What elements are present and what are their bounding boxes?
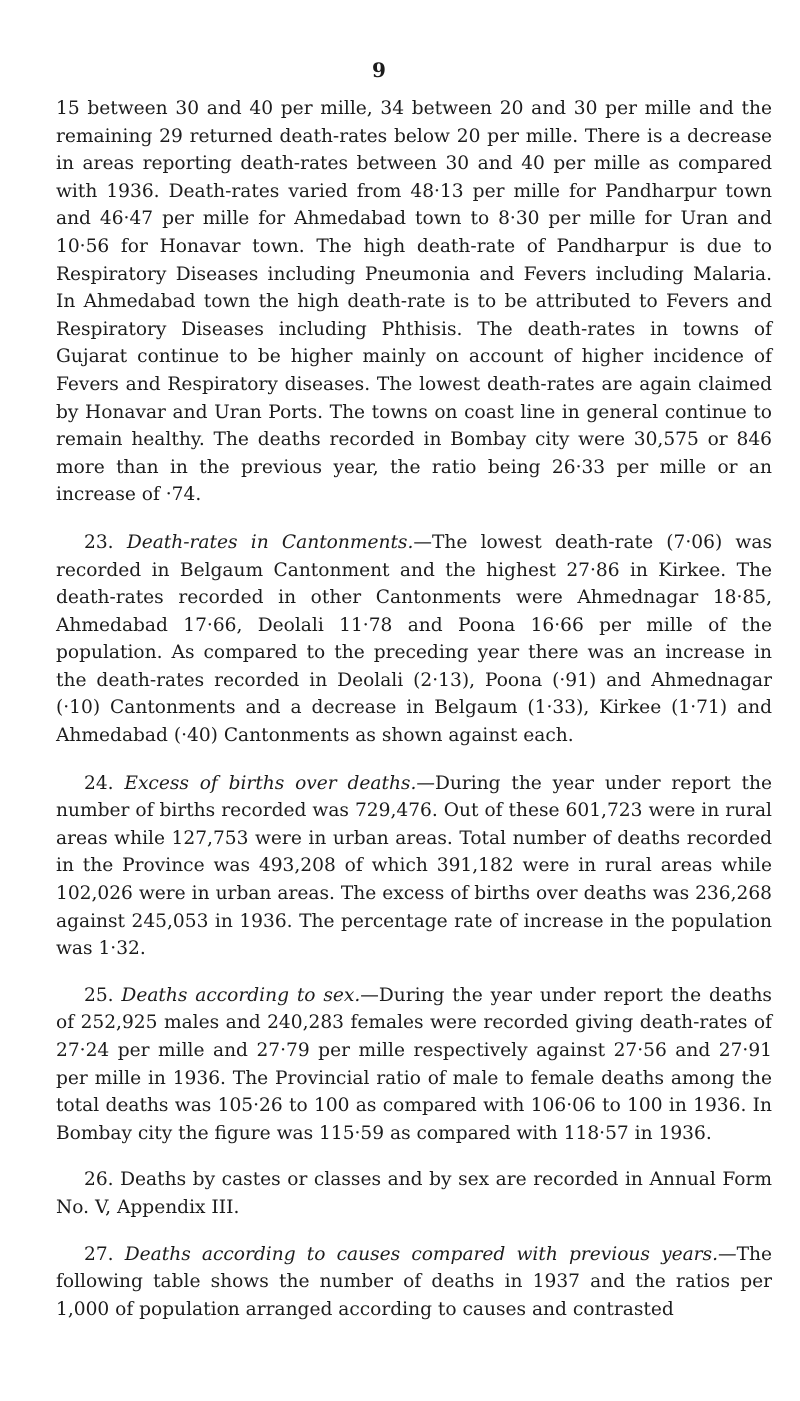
paragraph-27-number: 27. — [84, 1243, 114, 1265]
paragraph-23-text: —The lowest death-rate (7·06) was recorded in Belgaum Cantonment and the highest 27·86 in Kirkee. The death-rates recorded in other Cantonments were Ahmednagar 18·85, Ahmedabad 17·66, Deolali 11·78 and Poona 16·66 per mille of the population. As compared to the preceding year there was an increase in the death-rates recorded in Deolali (2·13), Poona (·91) and Ahmednagar (·10) Cantonments and a decrease in Belgaum (1·33), Kirkee (1·71) and Ahmedabad (·40) Cantonments as shown against each. — [56, 531, 772, 747]
paragraph-26 — [56, 1166, 772, 1221]
paragraph-24-number: 24. — [84, 772, 114, 794]
page-body — [56, 95, 772, 1323]
page-number: 9 — [372, 58, 386, 82]
paragraph-24-heading: Excess of births over deaths. — [124, 772, 417, 794]
paragraph-22-text: 15 between 30 and 40 per mille, 34 between 20 and 30 per mille and the remaining 29 returned death-rates below 20 per mille. There is a decrease in areas reporting death-rates between 30 and 40 per mille as compared with 1936. Death-rates varied from 48·13 per mille for Pandharpur town and 46·47 per mille for Ahmedabad town to 8·30 per mille for Uran and 10·56 for Honavar town. The high death-rate of Pandharpur is due to Respiratory Diseases including Pneumonia and Fevers including Malaria. In Ahmedabad town the high death-rate is to be attributed to Fevers and Respiratory Diseases including Phthisis. The death-rates in towns of Gujarat continue to be higher mainly on account of higher incidence of Fevers and Respiratory diseases. The lowest death-rates are again claimed by Honavar and Uran Ports. The towns on coast line in general continue to remain healthy. The deaths recorded in Bombay city were 30,575 or 846 more than in the previous year, the ratio being 26·33 per mille or an increase of ·74. — [56, 98, 772, 506]
paragraph-24 — [56, 770, 772, 963]
paragraph-23-number: 23. — [84, 531, 114, 553]
paragraph-22-continuation — [56, 95, 772, 509]
paragraph-27 — [56, 1241, 772, 1324]
paragraph-23-heading: Death-rates in Cantonments. — [126, 531, 414, 553]
paragraph-25-number: 25. — [84, 984, 114, 1006]
paragraph-25-text: —During the year under report the deaths of 252,925 males and 240,283 females were recorded giving death-rates of 27·24 per mille and 27·79 per mille respectively against 27·56 and 27·91 per mille in 1936. The Provincial ratio of male to female deaths among the total deaths was 105·26 to 100 as compared with 106·06 to 100 in 1936. In Bombay city the figure was 115·59 as compared with 118·57 in 1936. — [56, 984, 772, 1144]
paragraph-24-text: —During the year under report the number of births recorded was 729,476. Out of these 601,723 were in rural areas while 127,753 were in urban areas. Total number of deaths recorded in the Province was 493,208 of which 391,182 were in rural areas while 102,026 were in urban areas. The excess of births over deaths was 236,268 against 245,053 in 1936. The percentage rate of increase in the population was 1·32. — [56, 772, 772, 960]
paragraph-27-heading: Deaths according to causes compared with previous years. — [124, 1243, 719, 1265]
paragraph-27-text: —The following table shows the number of deaths in 1937 and the ratios per 1,000 of population arranged according to causes and contrasted — [56, 1243, 772, 1320]
paragraph-26-text: 26. Deaths by castes or classes and by sex are recorded in Annual Form No. V, Appendix III. — [56, 1169, 772, 1218]
paragraph-25-heading: Deaths according to sex. — [121, 984, 361, 1006]
paragraph-25 — [56, 982, 772, 1148]
paragraph-23 — [56, 529, 772, 750]
